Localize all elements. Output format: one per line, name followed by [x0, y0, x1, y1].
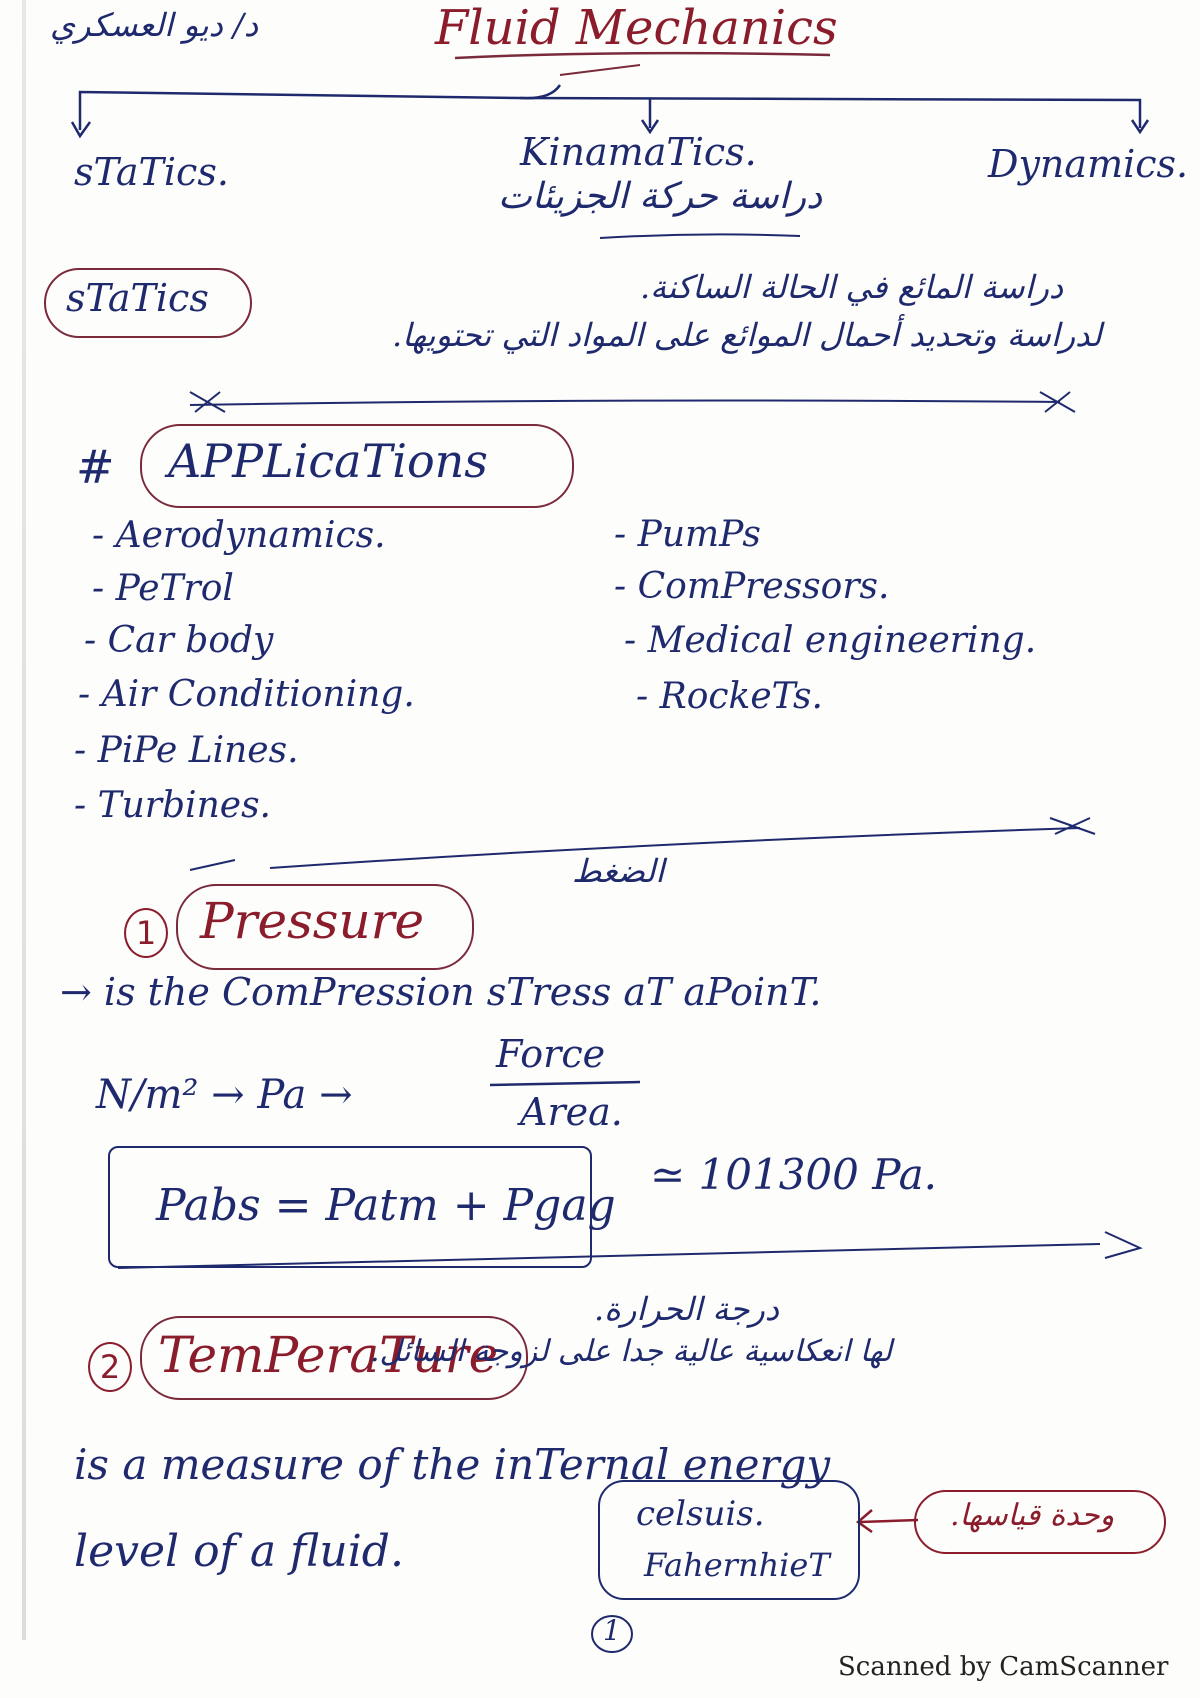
atmospheric-pressure-value: ≃ 101300 Pa. — [650, 1150, 937, 1199]
application-item: - RockeTs. — [636, 676, 823, 717]
statics-point-2: لدراسة وتحديد أحمال الموائع على المواد التي تحتويها. — [392, 316, 1102, 354]
temperature-title: TemPeraTure — [158, 1326, 499, 1384]
application-item: - Car body — [84, 620, 274, 661]
application-item: - Medical engineering. — [624, 620, 1037, 661]
unit-celsius: celsuis. — [636, 1494, 765, 1534]
temperature-note-arabic: لها انعكاسية عالية جدا على لزوجة السائل. — [370, 1334, 893, 1369]
application-item: - ComPressors. — [614, 566, 890, 607]
application-item: - Turbines. — [74, 785, 271, 826]
pressure-definition: → is the ComPression sTress aT aPoinT. — [60, 970, 822, 1014]
fraction-numerator: Force — [496, 1032, 606, 1076]
application-item: - Air Conditioning. — [78, 674, 415, 715]
pressure-number: 1 — [124, 908, 168, 958]
page-title: Fluid Mechanics — [435, 0, 838, 56]
applications-title: APPLicaTions — [168, 434, 488, 488]
units-arabic: وحدة قياسها. — [950, 1498, 1115, 1533]
branch-dynamics: Dynamics. — [988, 142, 1189, 186]
author-name: د/ ديو العسكري — [50, 6, 259, 44]
application-item: - PeTrol — [92, 568, 234, 609]
pressure-title: Pressure — [200, 892, 425, 950]
pressure-arabic: الضغط — [572, 852, 665, 890]
temperature-arabic: درجة الحرارة. — [594, 1290, 780, 1328]
unit-fahrenheit: FahernhieT — [644, 1546, 830, 1584]
branch-kinematics: KinamaTics. — [520, 130, 757, 174]
temperature-number: 2 — [88, 1342, 132, 1392]
page-number: 1 — [603, 1614, 621, 1647]
branch-statics: sTaTics. — [74, 150, 229, 194]
application-item: - PiPe Lines. — [74, 730, 299, 771]
branch-kinematics-arabic: دراسة حركة الجزيئات — [498, 176, 823, 217]
statics-point-1: دراسة المائع في الحالة الساكنة. — [640, 268, 1064, 306]
pressure-unit: N/m² → Pa → — [96, 1072, 353, 1118]
application-item: - Aerodynamics. — [92, 515, 386, 556]
application-item: - PumPs — [614, 514, 761, 555]
applications-hash: # — [76, 440, 115, 494]
temperature-definition-line-2: level of a fluid. — [74, 1526, 404, 1577]
statics-label: sTaTics — [66, 276, 209, 320]
scanner-footer: Scanned by CamScanner — [838, 1652, 1169, 1682]
fraction-denominator: Area. — [520, 1090, 623, 1134]
temperature-definition-line-1: is a measure of the inTernal energy — [74, 1440, 831, 1489]
absolute-pressure-formula: Pabs = Patm + Pgag — [156, 1180, 616, 1231]
